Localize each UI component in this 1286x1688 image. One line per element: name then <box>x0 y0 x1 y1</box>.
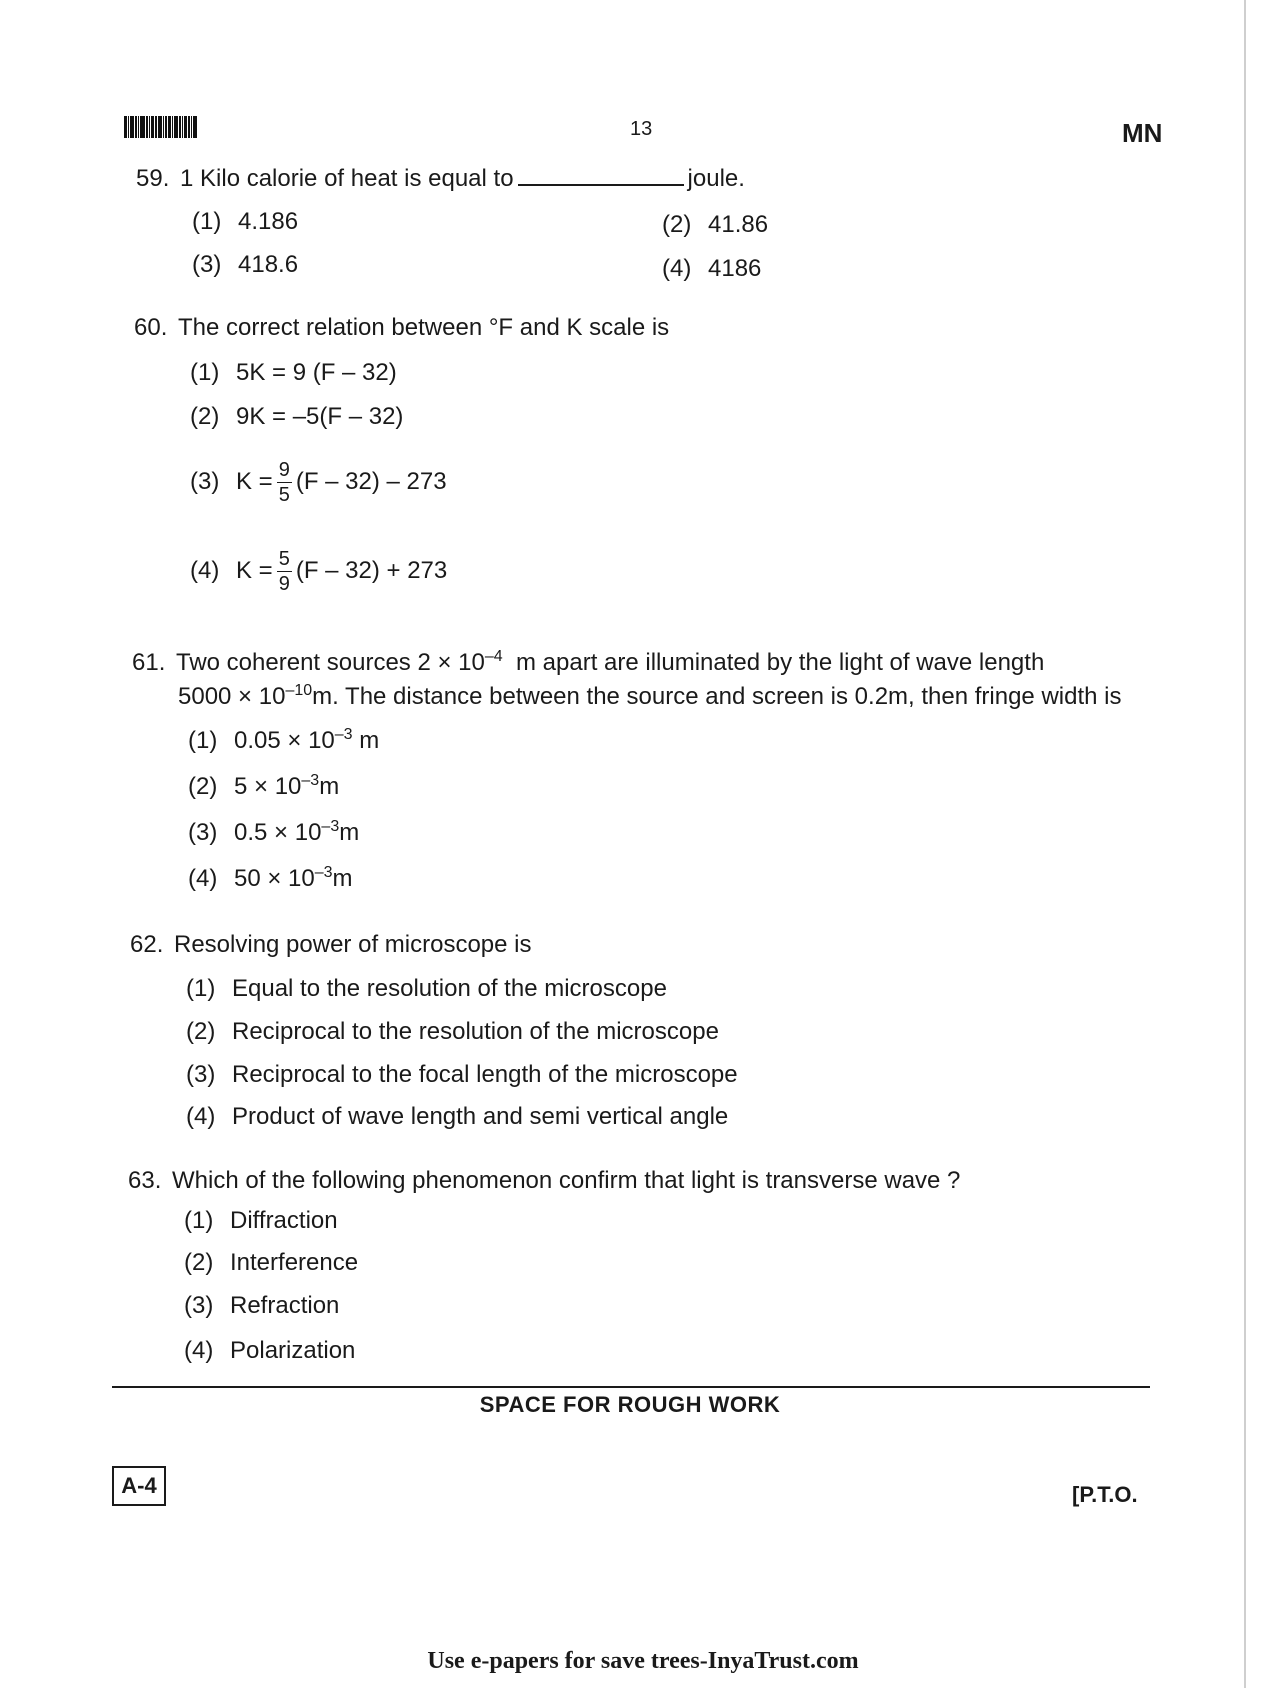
option-62-3: (3) Reciprocal to the focal length of the microscope <box>186 1061 738 1088</box>
option-61-1: (1) $0.05 \times 10^{-3}$ m <box>188 726 380 754</box>
question-number: 63. <box>128 1167 162 1194</box>
option-60-4: (4) K = $\frac{5}{9}$ (F – 32) + 273 <box>190 548 448 595</box>
question-text: Resolving power of microscope is <box>174 931 532 958</box>
option-59-1: (1) 4.186 <box>192 208 299 235</box>
footer-watermark: Use e-papers for save trees-InyaTrust.com <box>427 1648 859 1674</box>
answer-blank <box>518 162 684 186</box>
rough-work-label: SPACE FOR ROUGH WORK <box>479 1392 781 1417</box>
question-61-line2: $5000 \times 10^{-10}m$. The distance between the source and screen is 0.2m, then fringe width is <box>178 682 1122 710</box>
question-text-after: joule. <box>687 165 745 192</box>
option-63-2: (2) Interference <box>184 1249 359 1276</box>
question-60 <box>134 313 669 343</box>
option-60-1: (1) 5K = 9 (F – 32) <box>190 359 397 386</box>
divider-line <box>112 1386 1150 1388</box>
option-60-3: (3) K = $\frac{9}{5}$ (F – 32) – 273 <box>190 459 447 506</box>
option-59-2: (2) 41.86 <box>662 211 769 238</box>
fraction: $\frac{9}{5}$ <box>278 459 290 506</box>
booklet-code: A-4 <box>112 1466 166 1506</box>
option-62-2: (2) Reciprocal to the resolution of the microscope <box>186 1018 719 1045</box>
option-63-1: (1) Diffraction <box>184 1207 338 1234</box>
barcode <box>124 116 212 138</box>
question-62 <box>130 930 531 960</box>
question-text: Which of the following phenomenon confirm that light is transverse wave ? <box>172 1167 961 1194</box>
question-number: 61. <box>132 649 166 676</box>
option-61-4: (4) $50 \times 10^{-3}m$ <box>188 864 353 892</box>
option-61-3: (3) $0.5 \times 10^{-3}m$ <box>188 818 360 846</box>
pto-label: [P.T.O. <box>1072 1482 1138 1507</box>
question-61: 61. Two coherent sources $2 \times 10^{-4}$ m apart are illuminated by the light of wave length <box>132 648 1045 676</box>
page-edge <box>1244 0 1246 1688</box>
option-60-2: (2) 9K = –5(F – 32) <box>190 403 404 430</box>
fraction: $\frac{5}{9}$ <box>278 548 290 595</box>
series-code: MN <box>1122 118 1163 148</box>
question-number: 60. <box>134 314 168 341</box>
option-59-3: (3) 418.6 <box>192 251 299 278</box>
question-63 <box>128 1166 960 1196</box>
option-62-4: (4) Product of wave length and semi vertical angle <box>186 1103 729 1130</box>
question-number: 59. <box>136 165 170 192</box>
question-text: 1 Kilo calorie of heat is equal to <box>180 165 514 192</box>
option-63-3: (3) Refraction <box>184 1292 340 1319</box>
question-number: 62. <box>130 931 164 958</box>
question-text: The correct relation between °F and K scale is <box>178 314 670 341</box>
option-62-1: (1) Equal to the resolution of the microscope <box>186 975 667 1002</box>
page-number: 13 <box>630 118 653 140</box>
question-59 <box>136 162 745 194</box>
option-61-2: (2) $5 \times 10^{-3}m$ <box>188 772 340 800</box>
option-59-4: (4) 4186 <box>662 255 762 282</box>
option-63-4: (4) Polarization <box>184 1337 356 1364</box>
